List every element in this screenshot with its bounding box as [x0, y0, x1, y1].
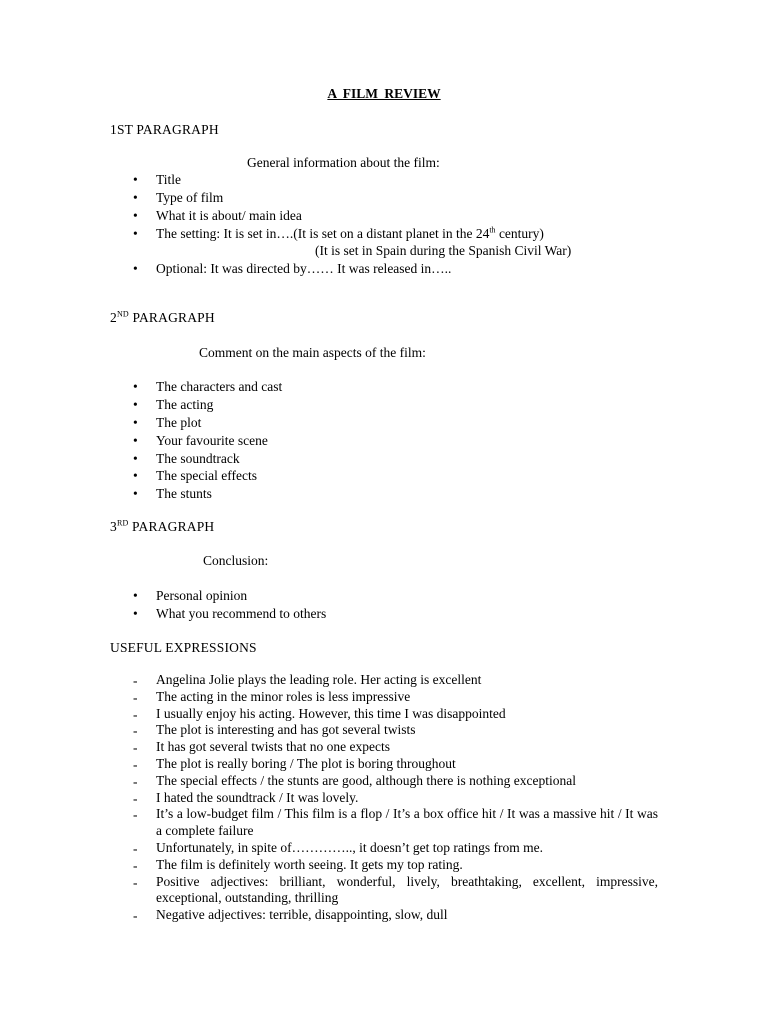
- list-item: - It has got several twists that no one expects: [133, 739, 390, 756]
- heading-superscript: RD: [116, 518, 129, 528]
- dash-icon: -: [133, 756, 138, 772]
- list-item: - It’s a low-budget film / This film is a flop / It’s a box office hit / It was a massive hit / It was a complete failure: [133, 806, 658, 839]
- bullet-icon: •: [133, 225, 138, 241]
- list-item: • What you recommend to others: [133, 605, 327, 621]
- list-item: - The plot is interesting and has got several twists: [133, 722, 416, 739]
- setting-text: The setting: It is set in….(It is set on a distant planet in the 24: [156, 225, 490, 241]
- bullet-icon: •: [133, 432, 138, 448]
- setting-superscript: th: [489, 225, 496, 235]
- dash-icon: -: [133, 689, 138, 705]
- dash-icon: -: [133, 874, 138, 890]
- list-item: • The plot: [133, 414, 202, 430]
- list-item: - The acting in the minor roles is less impressive: [133, 688, 411, 705]
- paragraph-2-heading: 2ND PARAGRAPH: [110, 309, 215, 325]
- bullet-icon: •: [133, 414, 138, 430]
- useful-expressions-heading: USEFUL EXPRESSIONS: [110, 640, 257, 655]
- dash-icon: -: [133, 740, 138, 756]
- paragraph-1-list-optional: [0, 260, 768, 278]
- useful-expressions-list: [0, 672, 768, 924]
- setting-text-end: century): [495, 225, 544, 241]
- dash-icon: -: [133, 857, 138, 873]
- paragraph-3-intro: Conclusion:: [203, 553, 269, 568]
- list-item: • The special effects: [133, 468, 257, 484]
- setting-line-2: (It is set in Spain during the Spanish Civil War): [315, 243, 572, 258]
- bullet-icon: •: [133, 450, 138, 466]
- bullet-icon: •: [133, 189, 138, 205]
- list-item: • The acting: [133, 396, 214, 412]
- list-item: • The characters and cast: [133, 379, 283, 394]
- paragraph-1-heading: 1ST PARAGRAPH: [110, 122, 219, 137]
- bullet-icon: •: [133, 396, 138, 412]
- paragraph-1-intro: General information about the film:: [247, 155, 440, 170]
- list-item: • Personal opinion: [133, 588, 248, 603]
- paragraph-3-list: [0, 587, 768, 623]
- dash-icon: -: [133, 773, 138, 789]
- bullet-icon: •: [133, 605, 138, 621]
- list-item: - Negative adjectives: terrible, disappointing, slow, dull: [133, 907, 448, 924]
- paragraph-3-heading: 3RD PARAGRAPH: [110, 518, 215, 534]
- list-item: [0, 225, 768, 243]
- bullet-icon: •: [133, 379, 138, 394]
- paragraph-2-intro: Comment on the main aspects of the film:: [199, 345, 426, 360]
- list-item: - Unfortunately, in spite of………….., it doesn’t get top ratings from me.: [133, 839, 543, 856]
- dash-icon: -: [133, 840, 138, 856]
- dash-icon: -: [133, 790, 138, 806]
- list-item: - Angelina Jolie plays the leading role. Her acting is excellent: [133, 672, 482, 688]
- list-item: • The soundtrack: [133, 450, 240, 466]
- list-item: • Type of film: [133, 189, 224, 205]
- dash-icon: -: [133, 723, 138, 739]
- bullet-icon: •: [133, 486, 138, 502]
- list-item: - Positive adjectives: brilliant, wonderful, lively, breathtaking, excellent, impressive, exceptional, outstanding, thrilling: [133, 873, 658, 906]
- list-item: - I hated the soundtrack / It was lovely.: [133, 789, 359, 806]
- bullet-icon: •: [133, 468, 138, 484]
- list-item: • Title: [133, 172, 182, 187]
- bullet-icon: •: [133, 588, 138, 603]
- list-item: - The film is definitely worth seeing. It gets my top rating.: [133, 856, 463, 873]
- list-item: • The stunts: [133, 486, 212, 502]
- bullet-icon: •: [133, 207, 138, 223]
- list-item: - The special effects / the stunts are good, although there is nothing exceptional: [133, 772, 577, 789]
- page-title: A FILM REVIEW: [327, 86, 441, 101]
- list-item: - I usually enjoy his acting. However, this time I was disappointed: [133, 705, 506, 722]
- dash-icon: -: [133, 706, 138, 722]
- dash-icon: -: [133, 673, 138, 688]
- list-item: • Your favourite scene: [133, 432, 268, 448]
- bullet-icon: •: [133, 261, 138, 276]
- bullet-icon: •: [133, 172, 138, 187]
- dash-icon: -: [133, 908, 138, 924]
- list-item: - The plot is really boring / The plot is boring throughout: [133, 755, 456, 772]
- paragraph-1-list: [0, 171, 768, 243]
- paragraph-2-list: [0, 378, 768, 503]
- list-item: • What it is about/ main idea: [133, 207, 302, 223]
- dash-icon: -: [133, 807, 138, 823]
- list-item: • Optional: It was directed by…… It was released in…..: [133, 261, 452, 276]
- heading-superscript: ND: [116, 309, 129, 319]
